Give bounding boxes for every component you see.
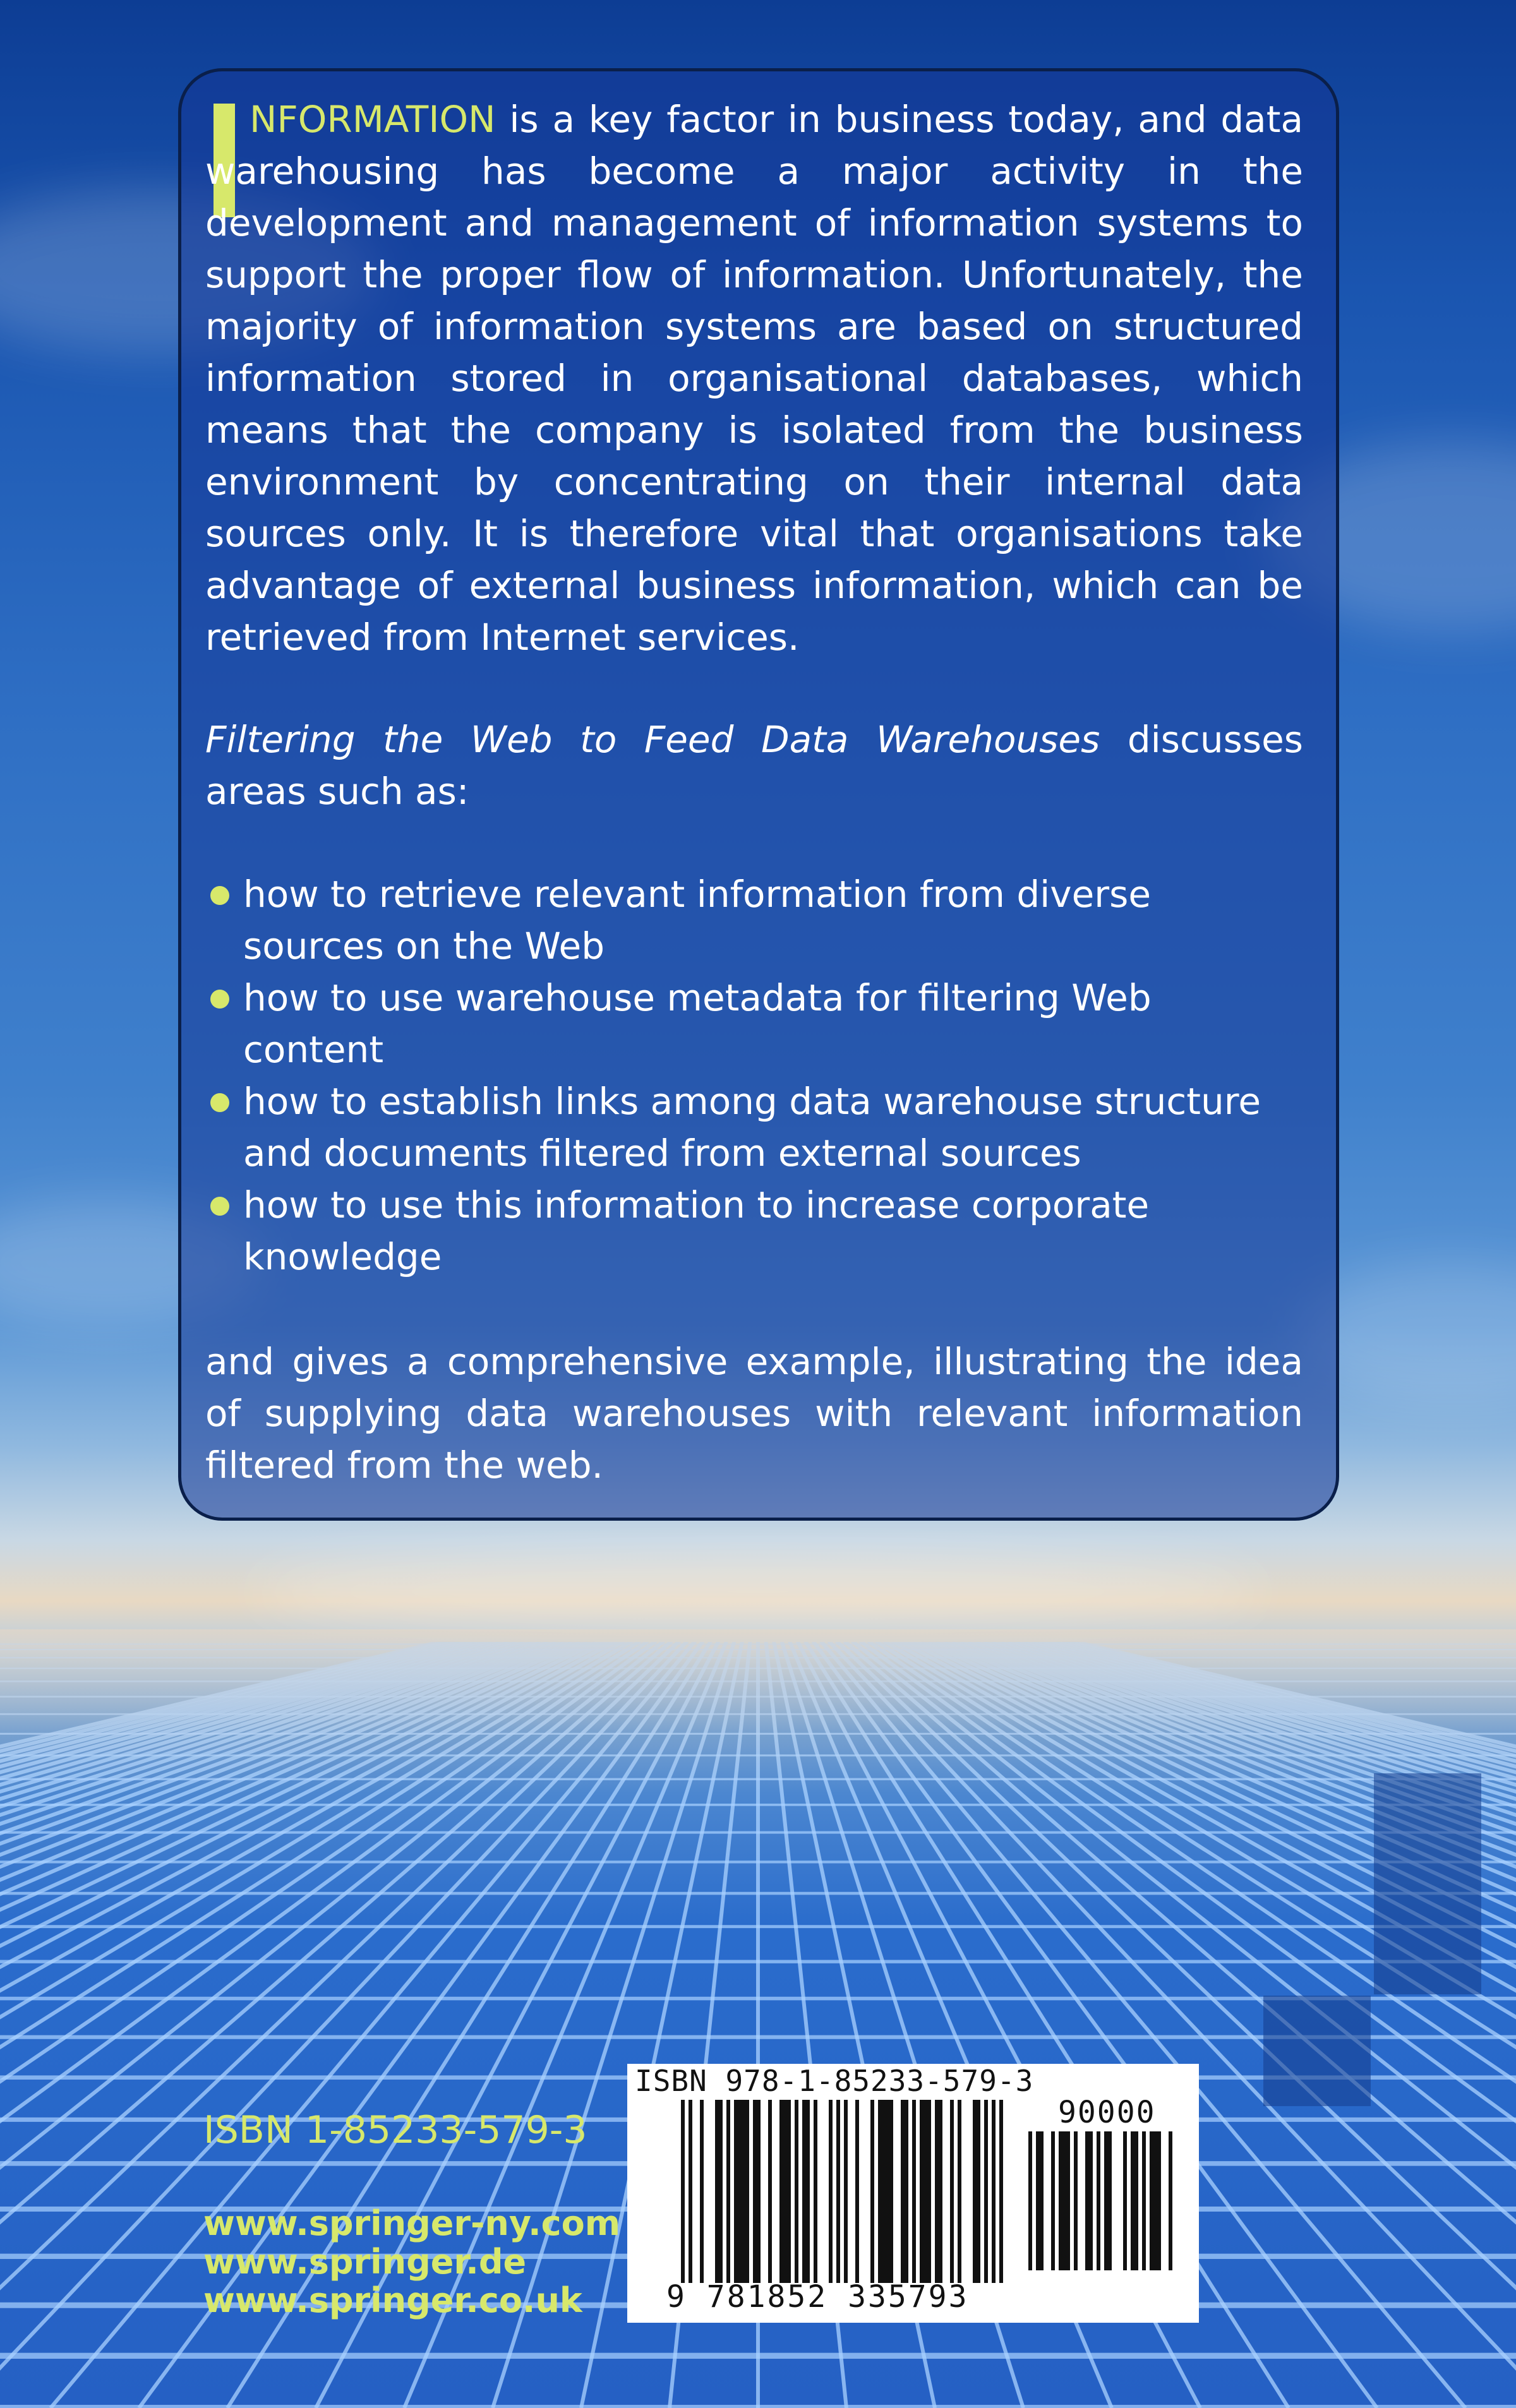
floating-block bbox=[1374, 1773, 1481, 1994]
bullet-dot-icon bbox=[210, 1093, 229, 1112]
bullet-dot-icon bbox=[210, 886, 229, 905]
addon-barcode bbox=[1028, 2131, 1186, 2270]
list-item: how to use warehouse metadata for filtering Web content bbox=[205, 972, 1303, 1075]
barcode-digits: 9 781852 335793 bbox=[666, 2279, 969, 2315]
closing-paragraph: and gives a comprehensive example, illustrating the idea of supplying data warehouses with relevant information filtered from the web. bbox=[205, 1340, 1303, 1487]
list-item: how to establish links among data warehouse structure and documents filtered from external sources bbox=[205, 1075, 1303, 1179]
bullet-dot-icon bbox=[210, 990, 229, 1009]
ean-barcode bbox=[681, 2100, 1009, 2283]
publisher-url-ny[interactable]: www.springer-ny.com bbox=[203, 2203, 620, 2243]
price-code: 90000 bbox=[1058, 2095, 1156, 2130]
list-item: how to retrieve relevant information from diverse sources on the Web bbox=[205, 868, 1303, 972]
topic-list bbox=[205, 868, 1303, 1283]
isbn-label: ISBN 1-85233-579-3 bbox=[203, 2108, 587, 2152]
cloud bbox=[253, 1547, 1263, 1636]
discuss-paragraph bbox=[205, 714, 1303, 817]
publisher-url-de[interactable]: www.springer.de bbox=[203, 2242, 527, 2282]
bullet-dot-icon bbox=[210, 1197, 229, 1216]
floating-block bbox=[1263, 1996, 1371, 2106]
horizon-glow bbox=[0, 1629, 1516, 1794]
intro-paragraph bbox=[205, 93, 1303, 663]
intro-text: is a key factor in business today, and data warehousing has become a major activity in the development and management of information systems to support the proper flow of information. Unfortunately, the majority of information systems are based on structured information stored in organisational databases, which means that the company is isolated from the business environment by concentrating on their internal data sources only. It is therefore vital that organisations take advantage of external business information, which can be retrieved from Internet services. bbox=[205, 98, 1303, 659]
list-item: how to use this information to increase corporate knowledge bbox=[205, 1179, 1303, 1283]
lead-word: NFORMATION bbox=[250, 98, 496, 141]
book-title: Filtering the Web to Feed Data Warehouses bbox=[205, 718, 1100, 761]
discuss-text: discusses areas such as: bbox=[205, 718, 1303, 813]
publisher-url-uk[interactable]: www.springer.co.uk bbox=[203, 2280, 582, 2320]
isbn13-label: ISBN 978-1-85233-579-3 bbox=[635, 2064, 1034, 2098]
